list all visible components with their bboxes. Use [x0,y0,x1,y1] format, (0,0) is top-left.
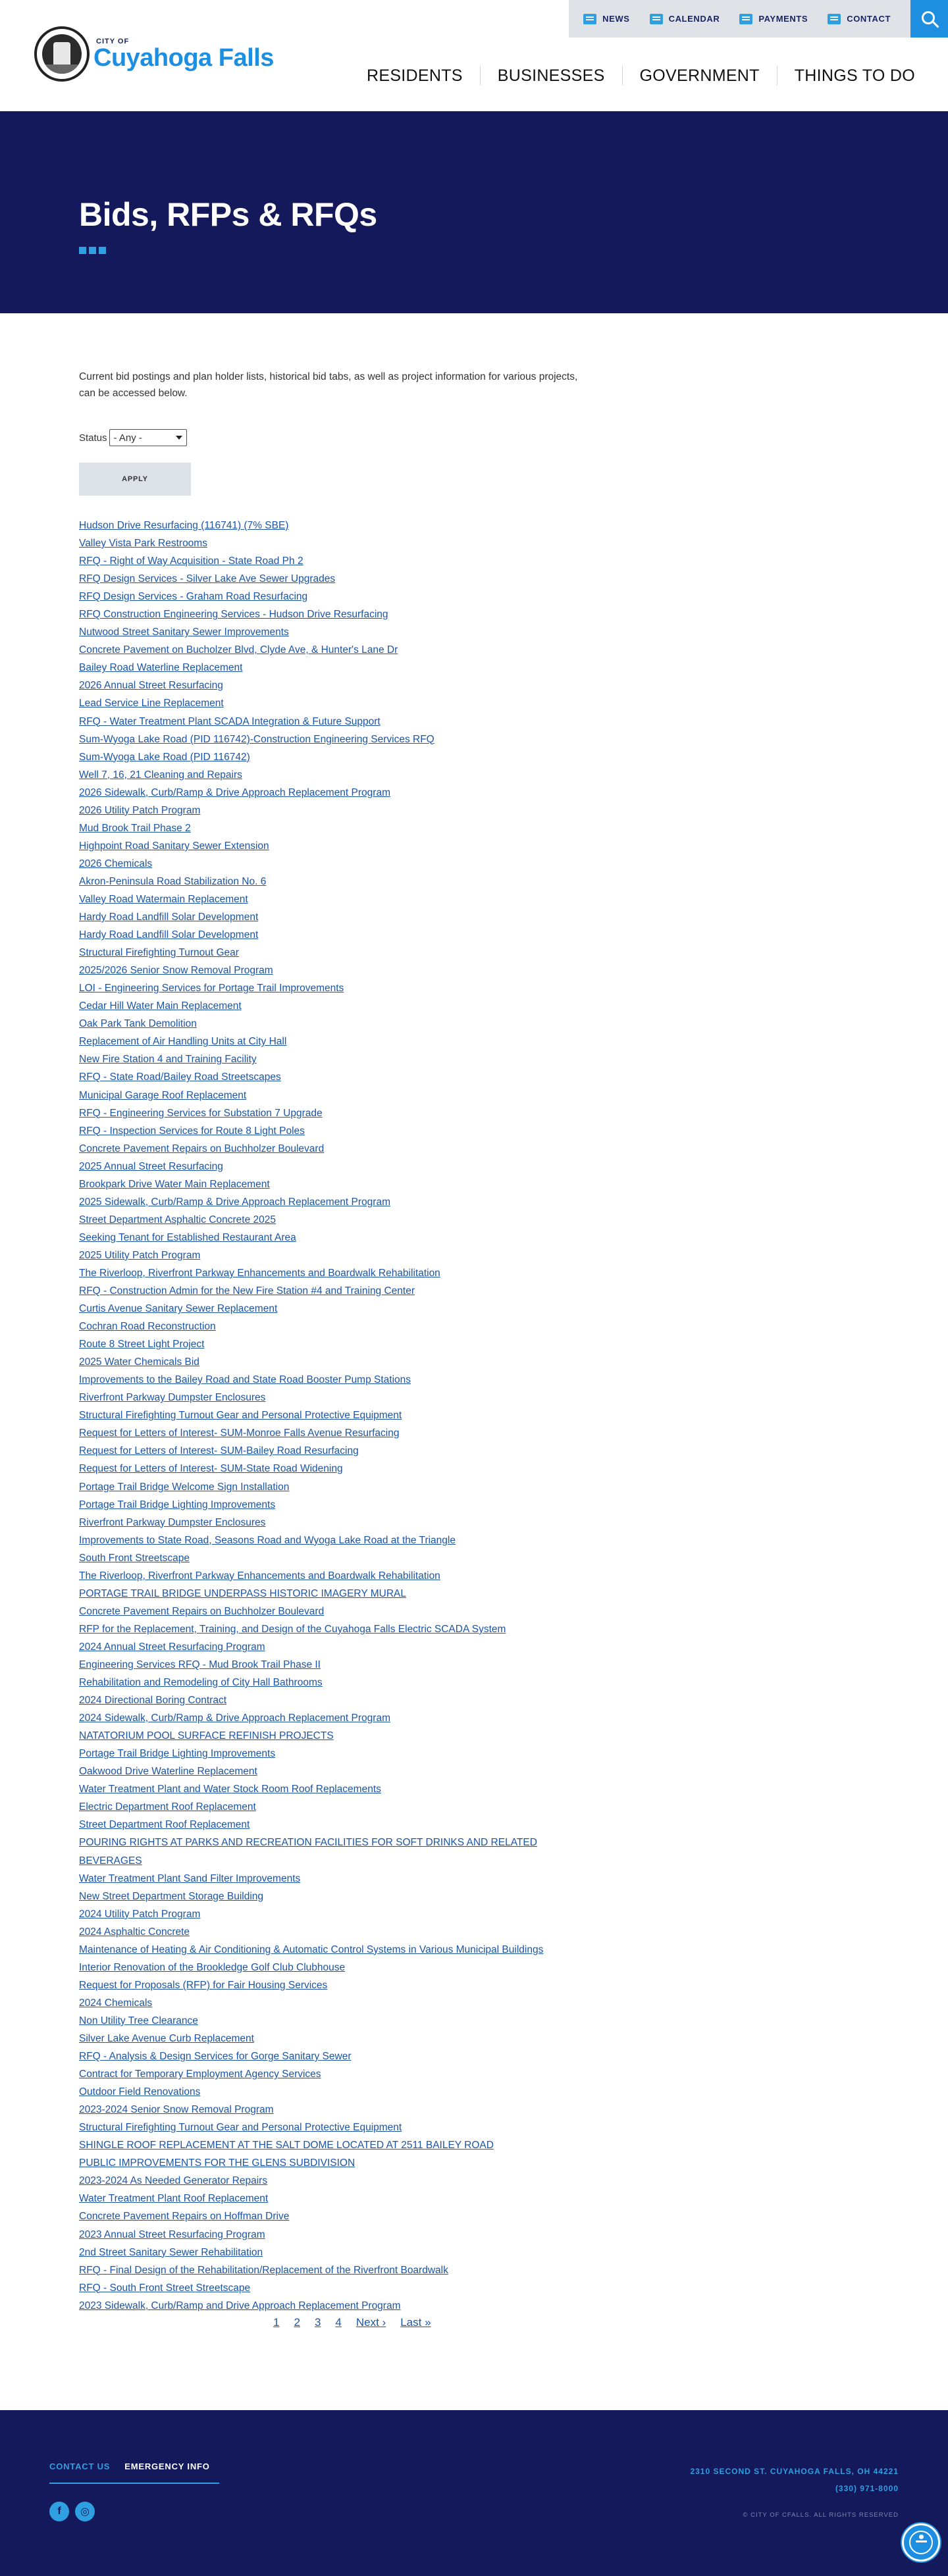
bid-link[interactable]: 2nd Street Sanitary Sewer Rehabilitation [79,2246,263,2258]
bid-link[interactable]: Maintenance of Heating & Air Conditioning & Automatic Control Systems in Various Municipal Buildings [79,1944,544,1955]
bid-link[interactable]: Riverfront Parkway Dumpster Enclosures [79,1392,266,1404]
bid-link[interactable]: 2024 Chemicals [79,1997,153,2009]
bid-link[interactable]: Structural Firefighting Turnout Gear and Personal Protective Equipment [79,2122,402,2134]
footer-divider [49,2483,219,2484]
nav-item-businesses[interactable]: BUSINESSES [480,66,622,86]
footer-address: 2310 SECOND ST. CUYAHOGA FALLS, OH 44221 [690,2467,899,2476]
bid-link[interactable]: POURING RIGHTS AT PARKS AND RECREATION FACILITIES FOR SOFT DRINKS AND RELATED BEVERAGES [79,1837,537,1867]
bid-link[interactable]: Silver Lake Avenue Curb Replacement [79,2032,254,2044]
bid-link[interactable]: PUBLIC IMPROVEMENTS FOR THE GLENS SUBDIVISION [79,2157,356,2169]
bid-link[interactable]: The Riverloop, Riverfront Parkway Enhancements and Boardwalk Rehabilitation [79,1267,440,1279]
bid-link[interactable]: RFP for the Replacement, Training, and Design of the Cuyahoga Falls Electric SCADA System [79,1623,506,1635]
bid-link[interactable]: RFQ - Construction Admin for the New Fire Station #4 and Training Center [79,1285,415,1297]
bid-link[interactable]: Street Department Asphaltic Concrete 2025 [79,1214,276,1225]
apply-button[interactable]: APPLY [79,463,191,496]
bid-link[interactable]: Lead Service Line Replacement [79,698,224,709]
bid-link[interactable]: RFQ - Engineering Services for Substation 7 Upgrade [79,1107,323,1119]
bid-link[interactable]: RFQ - Final Design of the Rehabilitation/Replacement of the Riverfront Boardwalk [79,2264,448,2276]
bid-link[interactable]: Oakwood Drive Waterline Replacement [79,1766,257,1778]
pager-link[interactable]: 3 [314,2315,321,2329]
footer-contact-link[interactable]: CONTACT US [49,2461,111,2471]
main-nav [350,66,915,86]
logo-city-of: CITY OF [96,37,130,45]
pager-link[interactable]: 1 [273,2315,280,2329]
bid-link[interactable]: 2025 Water Chemicals Bid [79,1356,199,1368]
bid-link[interactable]: Valley Road Watermain Replacement [79,893,248,905]
bid-link[interactable]: NATATORIUM POOL SURFACE REFINISH PROJECTS [79,1730,334,1742]
utility-link-label: CALENDAR [668,14,720,24]
utility-link-label: CONTACT [847,14,891,24]
status-filter [79,429,592,446]
bid-link[interactable]: Improvements to the Bailey Road and State Road Booster Pump Stations [79,1374,411,1386]
bid-link[interactable]: 2024 Asphaltic Concrete [79,1926,190,1938]
bid-link[interactable]: RFQ Construction Engineering Services - Hudson Drive Resurfacing [79,609,388,621]
bid-link[interactable]: Hudson Drive Resurfacing (116741) (7% SBE) [79,520,289,531]
bid-link[interactable]: RFQ - Right of Way Acquisition - State Road Ph 2 [79,555,303,567]
social-links [49,2502,101,2521]
bid-link[interactable]: Rehabilitation and Remodeling of City Hall Bathrooms [79,1677,323,1689]
nav-item-things-to-do[interactable]: THINGS TO DO [777,66,915,86]
bid-link[interactable]: 2026 Annual Street Resurfacing [79,680,223,692]
bid-link[interactable]: Portage Trail Bridge Lighting Improvements [79,1748,276,1760]
bid-link[interactable]: Water Treatment Plant and Water Stock Room Roof Replacements [79,1784,381,1795]
bid-link[interactable]: Replacement of Air Handling Units at City Hall [79,1036,287,1048]
payments-icon [739,14,752,24]
pager-link[interactable]: Last » [400,2315,431,2329]
bid-list [79,517,592,2315]
search-icon [922,11,935,24]
footer-emergency-link[interactable]: EMERGENCY INFO [124,2461,210,2471]
bid-link[interactable]: 2024 Annual Street Resurfacing Program [79,1641,265,1653]
title-accent-dots [79,247,109,254]
bid-link[interactable]: RFQ Design Services - Graham Road Resurfacing [79,591,308,603]
bid-link[interactable]: Sum-Wyoga Lake Road (PID 116742) [79,751,250,763]
bid-link[interactable]: Cedar Hill Water Main Replacement [79,1000,242,1012]
footer-phone[interactable]: (330) 971-8000 [835,2484,899,2493]
bid-link[interactable]: Non Utility Tree Clearance [79,2015,198,2026]
main-content [0,313,592,2329]
bid-link[interactable]: Sum-Wyoga Lake Road (PID 116742)-Construction Engineering Services RFQ [79,733,434,745]
bid-link[interactable]: Request for Letters of Interest- SUM-State Road Widening [79,1463,343,1475]
bid-link[interactable]: RFQ - Water Treatment Plant SCADA Integration & Future Support [79,715,381,727]
bid-link[interactable]: Request for Letters of Interest- SUM-Bailey Road Resurfacing [79,1445,359,1457]
pager-link[interactable]: 4 [335,2315,342,2329]
status-select[interactable] [109,429,187,446]
hero-banner [0,111,948,313]
bid-link[interactable]: 2025 Annual Street Resurfacing [79,1160,223,1172]
bid-link[interactable]: Municipal Garage Roof Replacement [79,1089,247,1101]
accessibility-button[interactable] [902,2523,940,2562]
bid-link[interactable]: RFQ - State Road/Bailey Road Streetscapes [79,1071,281,1083]
contact-icon [828,14,841,24]
bid-link[interactable]: Seeking Tenant for Established Restaurant Area [79,1231,296,1243]
bid-link[interactable]: 2023 Sidewalk, Curb/Ramp and Drive Approach Replacement Program [79,2300,401,2311]
bid-link[interactable]: Hardy Road Landfill Solar Development [79,929,259,941]
instagram-icon[interactable]: ◎ [75,2502,95,2521]
bid-link[interactable]: 2025/2026 Senior Snow Removal Program [79,965,273,977]
calendar-icon [650,14,663,24]
chevron-down-icon [176,436,182,440]
bid-link[interactable]: Request for Proposals (RFP) for Fair Housing Services [79,1979,328,1991]
search-button[interactable] [910,0,948,38]
utility-link-payments[interactable] [739,14,808,24]
bid-link[interactable]: Contract for Temporary Employment Agency Services [79,2069,321,2080]
bid-link[interactable]: 2024 Directional Boring Contract [79,1695,227,1707]
bid-link[interactable]: Brookpark Drive Water Main Replacement [79,1178,270,1190]
bid-link[interactable]: Highpoint Road Sanitary Sewer Extension [79,840,269,852]
bid-link[interactable]: RFQ - Analysis & Design Services for Gorge Sanitary Sewer [79,2051,352,2063]
nav-item-government[interactable]: GOVERNMENT [622,66,777,86]
pagination [273,2316,592,2329]
bid-link[interactable]: Electric Department Roof Replacement [79,1801,256,1813]
bid-link[interactable]: LOI - Engineering Services for Portage Trail Improvements [79,983,344,994]
bid-link[interactable]: Water Treatment Plant Sand Filter Improvements [79,1872,301,1884]
bid-link[interactable]: Water Treatment Plant Roof Replacement [79,2193,269,2205]
bid-link[interactable]: New Fire Station 4 and Training Facility [79,1054,257,1066]
bid-link[interactable]: SHINGLE ROOF REPLACEMENT AT THE SALT DOME LOCATED AT 2511 BAILEY ROAD [79,2140,494,2151]
bid-link[interactable]: Nutwood Street Sanitary Sewer Improvements [79,627,289,638]
bid-link[interactable]: Street Department Roof Replacement [79,1819,250,1831]
bid-link[interactable]: 2025 Sidewalk, Curb/Ramp & Drive Approach Replacement Program [79,1196,390,1208]
bid-link[interactable]: 2023-2024 Senior Snow Removal Program [79,2104,274,2116]
intro-text: Current bid postings and plan holder lists, historical bid tabs, as well as project information for various projects, can be accessed below. [79,371,578,399]
bid-link[interactable]: Akron-Peninsula Road Stabilization No. 6 [79,875,267,887]
accessibility-icon [909,2531,933,2554]
pager-link[interactable]: 2 [294,2315,300,2329]
bid-link[interactable]: Request for Letters of Interest- SUM-Monroe Falls Avenue Resurfacing [79,1428,400,1439]
utility-link-label: NEWS [602,14,630,24]
bid-link[interactable]: The Riverloop, Riverfront Parkway Enhancements and Boardwalk Rehabilitation [79,1570,440,1582]
bid-link[interactable]: Valley Vista Park Restrooms [79,538,207,550]
pager-link[interactable]: Next › [356,2315,386,2329]
bid-link[interactable]: 2026 Chemicals [79,858,153,869]
bid-link[interactable]: 2023-2024 As Needed Generator Repairs [79,2175,268,2187]
status-label: Status [79,432,107,444]
page-title: Bids, RFPs & RFQs [79,196,377,233]
bid-link[interactable]: Bailey Road Waterline Replacement [79,662,243,674]
bid-link[interactable]: PORTAGE TRAIL BRIDGE UNDERPASS HISTORIC IMAGERY MURAL [79,1587,406,1599]
city-seal-icon [34,26,90,82]
bid-link[interactable]: Outdoor Field Renovations [79,2086,201,2098]
bid-link[interactable]: RFQ Design Services - Silver Lake Ave Sewer Upgrades [79,573,336,585]
bid-link[interactable]: Portage Trail Bridge Lighting Improvements [79,1499,276,1510]
bid-link[interactable]: Oak Park Tank Demolition [79,1018,197,1030]
utility-link-label: PAYMENTS [758,14,808,24]
bid-link[interactable]: Hardy Road Landfill Solar Development [79,912,259,923]
bid-link[interactable]: Route 8 Street Light Project [79,1339,205,1351]
bid-link[interactable]: Mud Brook Trail Phase 2 [79,822,191,834]
bid-link[interactable]: 2024 Sidewalk, Curb/Ramp & Drive Approach Replacement Program [79,1713,390,1724]
bid-link[interactable]: Concrete Pavement Repairs on Buchholzer Boulevard [79,1605,325,1617]
bid-link[interactable]: 2026 Utility Patch Program [79,804,201,816]
bid-link[interactable]: 2026 Sidewalk, Curb/Ramp & Drive Approach Replacement Program [79,786,390,798]
utility-link-calendar[interactable] [650,14,720,24]
utility-link-contact[interactable] [828,14,891,24]
bid-link[interactable]: 2024 Utility Patch Program [79,1908,201,1920]
bid-link[interactable]: 2025 Utility Patch Program [79,1249,201,1261]
utility-bar [569,0,910,38]
site-header [0,0,948,111]
status-select-value: - Any - [113,432,142,444]
utility-nav [569,0,948,38]
bid-link[interactable]: Interior Renovation of the Brookledge Golf Club Clubhouse [79,1961,346,1973]
bid-link[interactable]: Curtis Avenue Sanitary Sewer Replacement [79,1303,278,1315]
bid-link[interactable]: Structural Firefighting Turnout Gear and Personal Protective Equipment [79,1410,402,1422]
bid-link[interactable]: Concrete Pavement on Bucholzer Blvd, Clyde Ave, & Hunter's Lane Dr [79,644,398,656]
bid-link[interactable]: Engineering Services RFQ - Mud Brook Trail Phase II [79,1659,321,1670]
footer-copyright: © CITY OF CFALLS. ALL RIGHTS RESERVED [743,2512,899,2519]
bid-link[interactable]: Cochran Road Reconstruction [79,1321,216,1333]
nav-item-residents[interactable]: RESIDENTS [366,66,463,85]
bid-link[interactable]: Concrete Pavement Repairs on Hoffman Drive [79,2211,290,2223]
bid-link[interactable]: Concrete Pavement Repairs on Buchholzer Boulevard [79,1143,325,1154]
bid-link[interactable]: South Front Streetscape [79,1552,190,1564]
bid-link[interactable]: Improvements to State Road, Seasons Road and Wyoga Lake Road at the Triangle [79,1534,456,1546]
bid-link[interactable]: RFQ - Inspection Services for Route 8 Light Poles [79,1125,305,1137]
city-logo[interactable] [34,26,274,82]
site-footer [0,2410,948,2576]
bid-link[interactable]: RFQ - South Front Street Streetscape [79,2282,251,2294]
bid-link[interactable]: New Street Department Storage Building [79,1890,264,1902]
logo-city-name: Cuyahoga Falls [93,43,274,72]
facebook-icon[interactable]: f [49,2502,69,2521]
utility-link-news[interactable] [583,14,629,24]
bid-link[interactable]: 2023 Annual Street Resurfacing Program [79,2228,265,2240]
news-icon [583,14,596,24]
bid-link[interactable]: Well 7, 16, 21 Cleaning and Repairs [79,769,242,781]
bid-link[interactable]: Riverfront Parkway Dumpster Enclosures [79,1516,266,1528]
bid-link[interactable]: Structural Firefighting Turnout Gear [79,947,239,959]
bid-link[interactable]: Portage Trail Bridge Welcome Sign Installation [79,1481,290,1493]
